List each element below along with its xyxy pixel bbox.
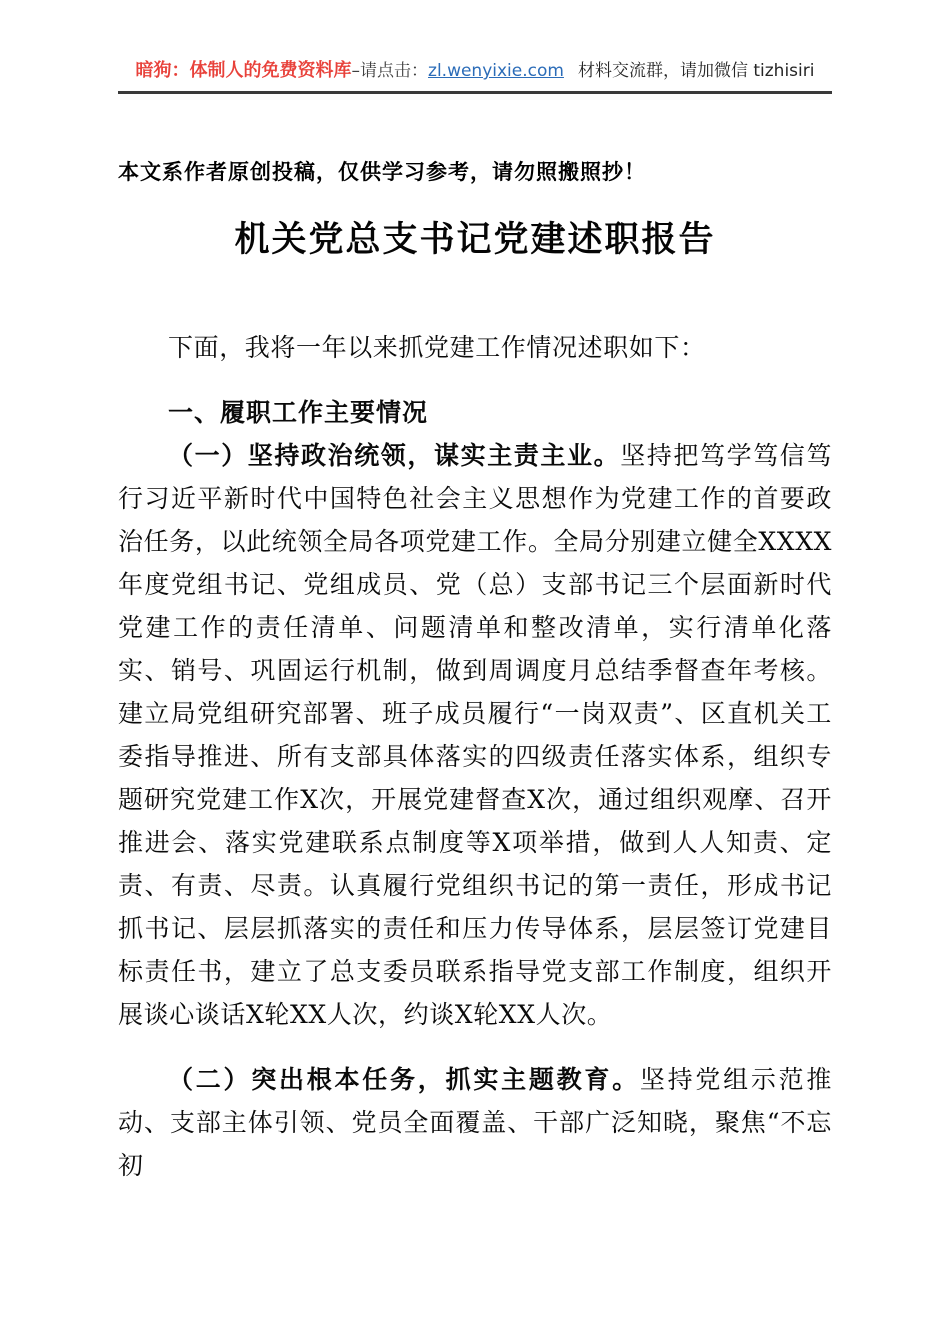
subsection-paragraph-one [118,434,832,1036]
promo-cta-label: –请点击： [351,61,429,81]
promo-text-line [118,60,832,82]
horizontal-rule-divider [118,91,832,94]
promo-website-link[interactable]: zl.wenyixie.com [428,61,564,81]
promo-brand-label: 暗狗：体制人的免费资料库 [135,60,352,81]
promo-wechat-label: 材料交流群，请加微信 tizhisiri [577,61,815,81]
subsection-lead-one: （一）坚持政治统领，谋实主责主业。 [168,440,621,470]
subsection-text-two: 坚持党组示范推动、支部主体引领、党员全面覆盖、干部广泛知晓，聚焦“不忘初 [118,1064,832,1180]
document-body [118,326,832,1187]
section-heading-one: 一、履职工作主要情况 [168,397,429,427]
intro-paragraph: 下面，我将一年以来抓党建工作情况述职如下： [168,332,706,362]
subsection-lead-two: （二）突出根本任务，抓实主题教育。 [168,1064,640,1094]
subsection-paragraph-two [118,1058,832,1187]
promo-banner [118,0,832,94]
page-title: 机关党总支书记党建述职报告 [234,219,716,260]
subsection-text-one: 坚持把笃学笃信笃行习近平新时代中国特色社会主义思想作为党建工作的首要政治任务，以此统领全局各项党建工作。全局分别建立健全XXXX年度党组书记、党组成员、党（总）支部书记三个层面新时代党建工作的责任清单、问题清单和整改清单，实行清单化落实、销号、巩固运行机制，做到周调度月总结季督查年考核。建立局党组研究部署、班子成员履行“一岗双责”、区直机关工委指导推进、所有支部具体落实的四级责任落实体系，组织专题研究党建工作X次，开展党建督查X次，通过组织观摩、召开推进会、落实党建联系点制度等X项举措，做到人人知责、定责、有责、尽责。认真履行党组织书记的第一责任，形成书记抓书记、层层抓落实的责任和压力传导体系，层层签订党建目标责任书，建立了总支委员联系指导党支部工作制度，组织开展谈心谈话X轮XX人次，约谈X轮XX人次。 [118,440,832,1029]
copyright-disclaimer: 本文系作者原创投稿，仅供学习参考，请勿照搬照抄！ [118,158,646,184]
